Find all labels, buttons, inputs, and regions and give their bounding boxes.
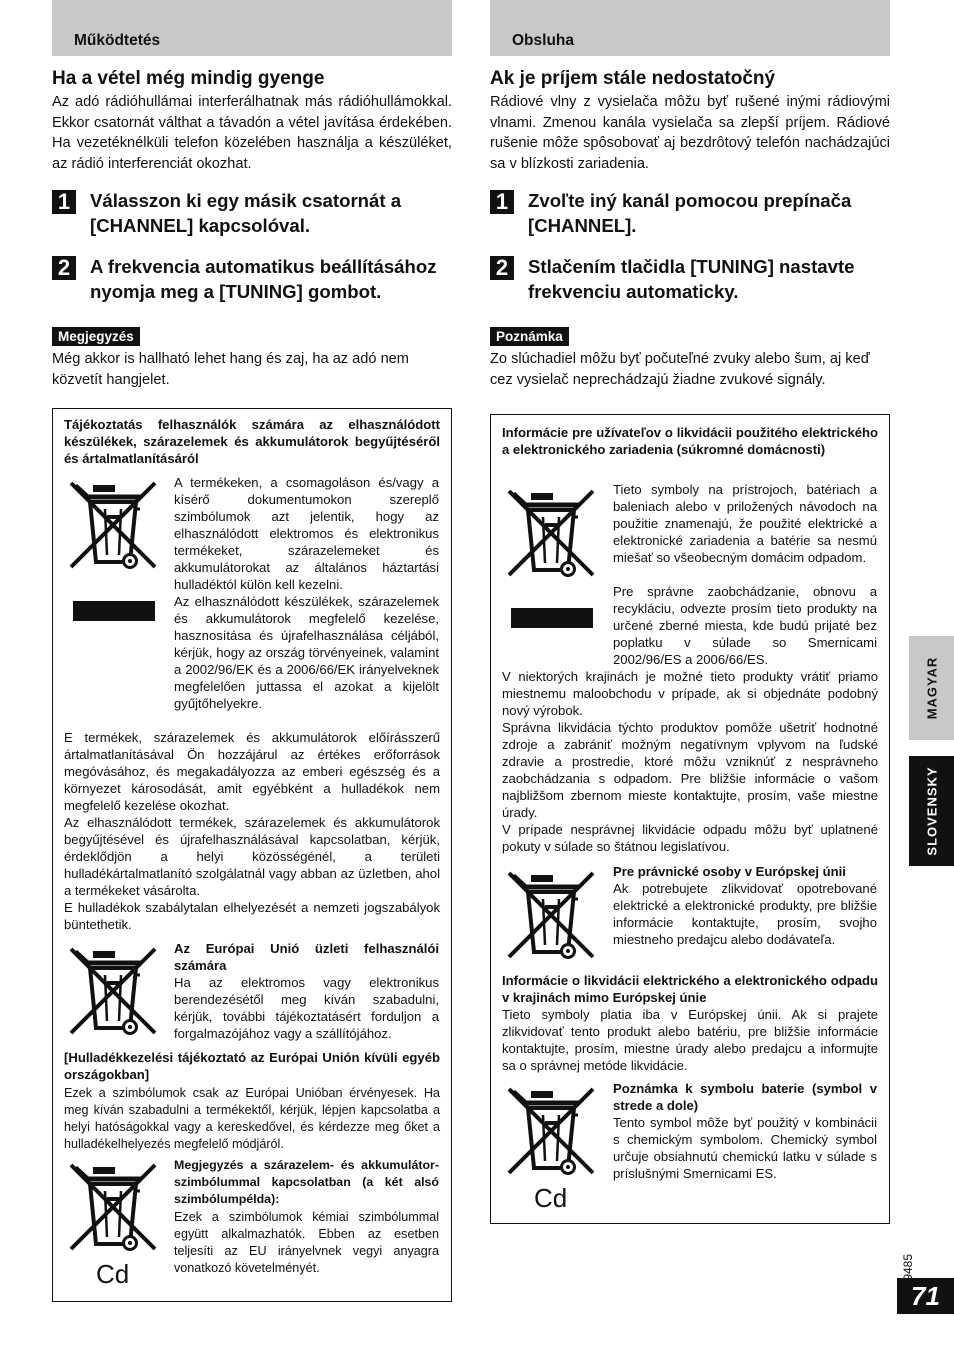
eu-business-title: Az Európai Unió üzleti felhasználói számára xyxy=(174,941,439,973)
box-paragraph: A termékeken, a csomagoláson és/vagy a kísérő dokumentumokon szereplő szimbólumok azt jelentik, hogy az elhasználódott elektromos és elektronikus termékeket, szárazelemeket és akkumulátorokat az általános háztartási hulladéktól külön kell kezelni. xyxy=(174,475,439,592)
box-paragraph: Správna likvidácia týchto produktov pomôže ušetriť hodnotné zdroje a zabrániť možným negatívnym vplyvom na ľudské zdravie a prostredie, ktoré môžu vzniknúť z nesprávneho zaobchádzania s odpadom. Pre bližšie informácie o vašom najbližšom zbernom mieste kontaktujte, prosím, vaše miestne úrady. xyxy=(502,720,878,820)
disposal-info-box xyxy=(490,414,890,1224)
legal-entities-text: Ak potrebujete zlikvidovať opotrebované elektrické a elektronické produkty, pre bližšie informácie kontaktujte, prosím, svojho miestneho predajcu alebo dodávateľa. xyxy=(613,881,877,947)
cd-chemical-symbol: Cd xyxy=(534,1183,568,1213)
battery-note-title: Megjegyzés a szárazelem- és akkumulátor-szimbólummal kapcsolatban (a két alsó szimbólumpélda): xyxy=(174,1158,439,1206)
step-text: Zvoľte iný kanál pomocou prepínača [CHANNEL]. xyxy=(528,190,852,236)
section-subtitle: Ak je príjem stále nedostatočný xyxy=(490,68,776,89)
crossed-bin-icon xyxy=(501,865,601,965)
step-text: Stlačením tlačidla [TUNING] nastavte frekvenciu automaticky. xyxy=(528,256,855,302)
step-text: A frekvencia automatikus beállításához nyomja meg a [TUNING] gombot. xyxy=(90,256,437,302)
note-label: Poznámka xyxy=(490,327,569,346)
language-tab-label: MAGYAR xyxy=(924,656,939,720)
intro-paragraph: Az adó rádióhullámai interferálhatnak más rádióhullámokkal. Ekkor csatornát válthat a távadón a vétel javítása érdekében. Ha vezetéknélküli telefon közelében használja a készüléket, az rádió interferenciát okozhat. xyxy=(52,94,452,172)
box-title: Informácie pre užívateľov o likvidácii použitého elektrického a elektronického zariadenia (súkromné domácnosti) xyxy=(502,425,878,457)
crossed-bin-icon xyxy=(63,475,163,575)
language-tab-label: SLOVENSKY xyxy=(924,766,939,856)
box-paragraph: Tieto symboly na prístrojoch, batériach a baleniach alebo v priložených návodoch na použitie znamenajú, že použité elektrické a elektronické zariadenia a batérie sa nesmú miešať so všeobecným domácim odpadom. xyxy=(613,482,877,565)
section-header-label: Működtetés xyxy=(74,32,161,49)
box-paragraph: V prípade nesprávnej likvidácie odpadu môžu byť uplatnené pokuty v súlade so štátnou legislatívou. xyxy=(502,822,878,854)
box-paragraph: V niektorých krajinách je možné tieto produkty vrátiť priamo miestnemu maloobchodu v prípade, ak si objednáte podobný nový výrobok. xyxy=(502,669,878,718)
note-label: Megjegyzés xyxy=(52,327,140,346)
black-bar-symbol xyxy=(511,608,593,628)
note-text: Még akkor is hallható lehet hang és zaj, ha az adó nem közvetít hangjelet. xyxy=(52,351,409,388)
step-number: 2 xyxy=(52,256,76,280)
left-column xyxy=(52,0,452,1289)
step-text: Válasszon ki egy másik csatornát a [CHANNEL] kapcsolóval. xyxy=(90,190,402,236)
crossed-bin-icon xyxy=(501,1081,601,1181)
disposal-info-box xyxy=(52,408,452,1302)
section-header xyxy=(490,0,890,56)
section-subtitle: Ha a vétel még mindig gyenge xyxy=(52,68,325,89)
box-title: Tájékoztatás felhasználók számára az elhasználódott készülékek, szárazelemek és akkumulátorok begyűjtéséről és ártalmatlanításáról xyxy=(64,417,440,466)
language-tab-magyar xyxy=(909,636,954,740)
battery-note-text: Tento symbol môže byť použitý v kombinácii s chemickým symbolom. Chemický symbol určuje obsiahnutú chemickú latku v súlade s príslušnými Smernicami ES. xyxy=(613,1115,877,1181)
step-number: 2 xyxy=(490,256,514,280)
crossed-bin-icon xyxy=(63,1157,163,1257)
box-paragraph: Az elhasználódott készülékek, szárazelemek és akkumulátorok megfelelő kezelése, hasznosítása és újrafelhasználása céljából, kérjük, hogy az ország törvényeinek, valamint a 2002/96/EK és a 2006/66/EK irányelveknek megfelelően juttassa el azokat a kijelölt gyűjtőhelyekre. xyxy=(174,594,439,711)
box-paragraph: E hulladékok szabálytalan elhelyezését a nemzeti jogszabályok büntethetik. xyxy=(64,900,440,932)
non-eu-text: Ezek a szimbólumok csak az Európai Unióban érvényesek. Ha meg kíván szabadulni a termékektől, kérjük, lépjen kapcsolatba a helyi hatóságokkal vagy a kereskedővel, és kérdezze meg őket a hulladékelhelyezés megfelelő módjáról. xyxy=(64,1086,440,1151)
crossed-bin-icon xyxy=(501,483,601,583)
cd-chemical-symbol: Cd xyxy=(96,1259,130,1289)
battery-note-title: Poznámka k symbolu baterie (symbol v strede a dole) xyxy=(613,1081,877,1113)
language-tab-slovensky xyxy=(909,756,954,866)
box-paragraph: Pre správne zaobchádzanie, obnovu a recykláciu, odvezte prosím tieto produkty na určené zberné miesta, kde budú prijaté bez poplatku v súlade so Smernicami 2002/96/ES a 2006/66/ES. xyxy=(613,584,877,667)
step-number: 1 xyxy=(490,190,514,214)
section-header xyxy=(52,0,452,56)
legal-entities-title: Pre právnické osoby v Európskej únii xyxy=(613,864,846,879)
eu-business-text: Ha az elektromos vagy elektronikus berendezésétől meg kíván szabadulni, kérjük, további tájékoztatásért forduljon a forgalmazójához vagy a szállítójához. xyxy=(174,975,439,1041)
section-header-label: Obsluha xyxy=(512,32,575,49)
non-eu-title: Informácie o likvidácii elektrického a elektronického odpadu v krajinách mimo Európskej únie xyxy=(502,973,878,1005)
box-paragraph: Az elhasználódott termékek, szárazelemek és akkumulátorok begyűjtésével és újrafelhasználásával kapcsolatban, kérjük, érdeklődjön a helyi közösségénél, a területi hulladékártalmatlanító szolgálatnál vagy abban az üzletben, ahol a termékeket vásárolta. xyxy=(64,815,440,898)
step-number: 1 xyxy=(52,190,76,214)
battery-note-text: Ezek a szimbólumok kémiai szimbólummal együtt alkalmazhatók. Ebben az esetben teljesíti az EU irányelvnek vegyi anyagra vonatkozó követelményét. xyxy=(174,1210,439,1275)
non-eu-text: Tieto symboly platia iba v Európskej únii. Ak si prajete zlikvidovať tento produkt alebo batériu, pre bližšie informácie kontaktujte, prosím, miestne úrady alebo predajcu a informujte sa o správnej metóde likvidácie. xyxy=(502,1007,878,1073)
right-column xyxy=(490,0,890,1213)
intro-paragraph: Rádiové vlny z vysielača môžu byť rušené inými rádiovými vlnami. Zmenou kanála vysielača sa zlepší príjem. Rádiové rušenie môže spôsobovať aj bezdrôtový telefón nachádzajúci sa v blízkosti zariadenia. xyxy=(490,94,890,172)
note-text: Zo slúchadiel môžu byť počuteľné zvuky alebo šum, aj keď cez vysielač neprechádzajú žiadne zvukové signály. xyxy=(490,351,870,388)
crossed-bin-icon xyxy=(63,941,163,1041)
non-eu-title: [Hulladékkezelési tájékoztató az Európai Unión kívüli egyéb országokban] xyxy=(64,1050,440,1082)
page-number: 71 xyxy=(897,1278,954,1314)
black-bar-symbol xyxy=(73,601,155,621)
box-paragraph: E termékek, szárazelemek és akkumulátorok előírásszerű ártalmatlanításával Ön hozzájárul az értékes erőforrások megóvásához, és megakadályozza az emberi egészség és a környezet károsodását, amit egyébként a hulladékok nem megfelelő kezelése okozhat. xyxy=(64,730,440,813)
